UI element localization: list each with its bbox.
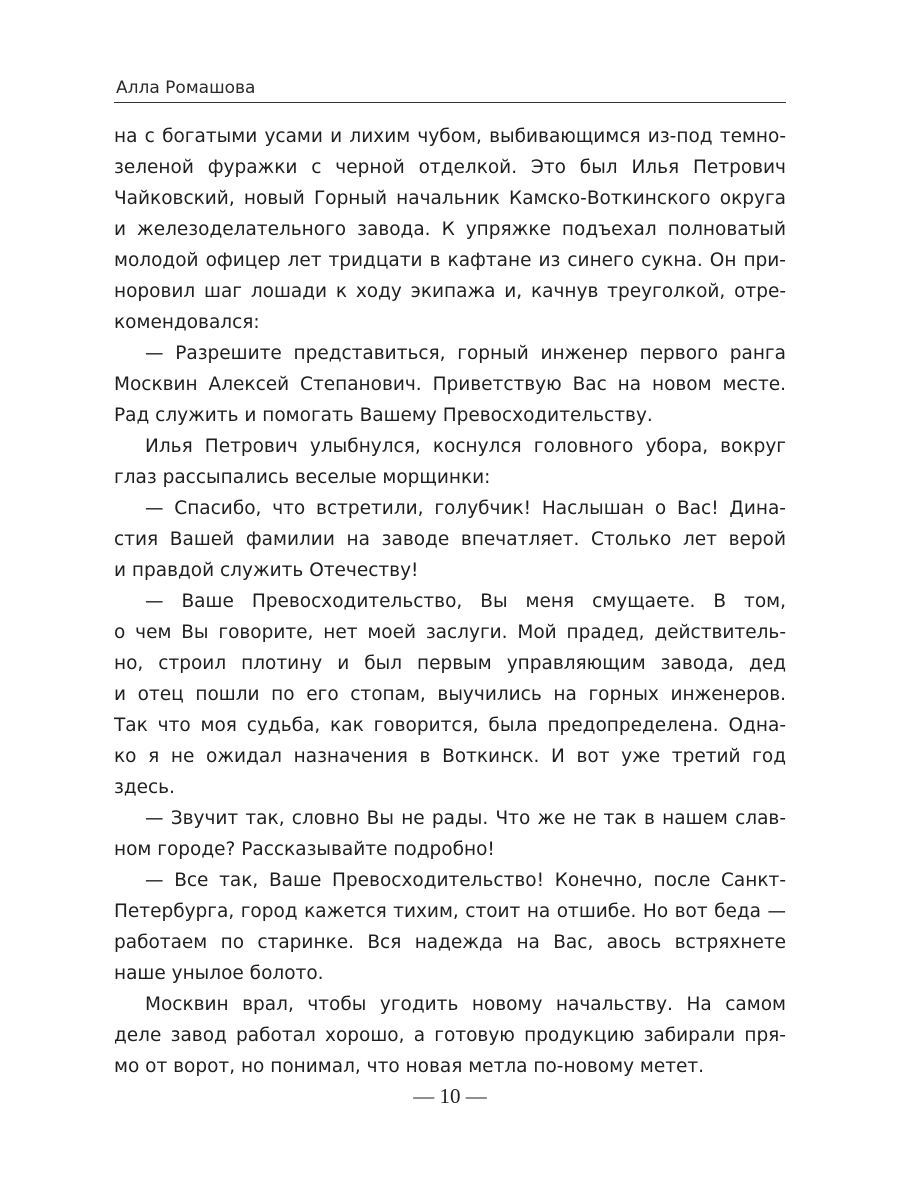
text-line: Москвин врал, чтобы угодить новому начальству. На самом [145, 994, 786, 1015]
text-line: деле завод работал хорошо, а готовую продукцию забирали пря- [114, 1025, 786, 1046]
text-line: — Спасибо, что встретили, голубчик! Наслышан о Вас! Дина- [145, 498, 786, 519]
text-line: молодой офицер лет тридцати в кафтане из синего сукна. Он при- [114, 250, 786, 271]
text-line: Так что моя судьба, как говорится, была предопределена. Одна- [114, 715, 786, 736]
text-line: зеленой фуражки с черной отделкой. Это был Илья Петрович [114, 157, 786, 178]
text-line: на с богатыми усами и лихим чубом, выбивающимся из-под темно- [114, 126, 786, 147]
text-line: Петербурга, город кажется тихим, стоит на отшибе. Но вот беда — [114, 901, 786, 922]
text-line: мо от ворот, но понимал, что новая метла по-новому метет. [114, 1056, 705, 1077]
text-line: о чем Вы говорите, нет моей заслуги. Мой прадед, действитель- [114, 622, 786, 643]
text-line: и отец пошли по его стопам, выучились на горных инженеров. [114, 684, 786, 705]
text-line: наше унылое болото. [114, 963, 324, 984]
text-line: норовил шаг лошади к ходу экипажа и, качнув треуголкой, отре- [114, 281, 786, 302]
text-line: — Ваше Превосходительство, Вы меня смущаете. В том, [145, 591, 786, 612]
text-line: — Звучит так, словно Вы не рады. Что же не так в нашем слав- [145, 808, 786, 829]
text-line: и железоделательного завода. К упряжке подъехал полноватый [114, 219, 786, 240]
text-line: Рад служить и помогать Вашему Превосходительству. [114, 405, 653, 426]
text-line: Илья Петрович улыбнулся, коснулся головного убора, вокруг [145, 436, 786, 457]
text-line: но, строил плотину и был первым управляющим завода, дед [114, 653, 786, 674]
text-line: работаем по старинке. Вся надежда на Вас, авось встряхнете [114, 932, 786, 953]
header-rule [114, 102, 786, 103]
running-head-author: Алла Ромашова [116, 78, 256, 98]
text-line: — Все так, Ваше Превосходительство! Конечно, после Санкт- [145, 870, 786, 891]
text-line: ко я не ожидал назначения в Воткинск. И вот уже третий год [114, 746, 786, 767]
text-line: стия Вашей фамилии на заводе впечатляет. Столько лет верой [114, 529, 786, 550]
text-line: комендовался: [114, 312, 260, 333]
text-line: — Разрешите представиться, горный инженер первого ранга [145, 343, 786, 364]
text-line: Москвин Алексей Степанович. Приветствую Вас на новом месте. [114, 374, 786, 395]
text-line: глаз рассыпались веселые морщинки: [114, 467, 491, 488]
text-line: здесь. [114, 777, 175, 798]
page-number: — 10 — [413, 1084, 487, 1108]
text-line: ном городе? Рассказывайте подробно! [114, 839, 495, 860]
text-line: Чайковский, новый Горный начальник Камско-Воткинского округа [114, 188, 786, 209]
body-text [114, 121, 786, 1082]
text-line: и правдой служить Отечеству! [114, 560, 419, 581]
